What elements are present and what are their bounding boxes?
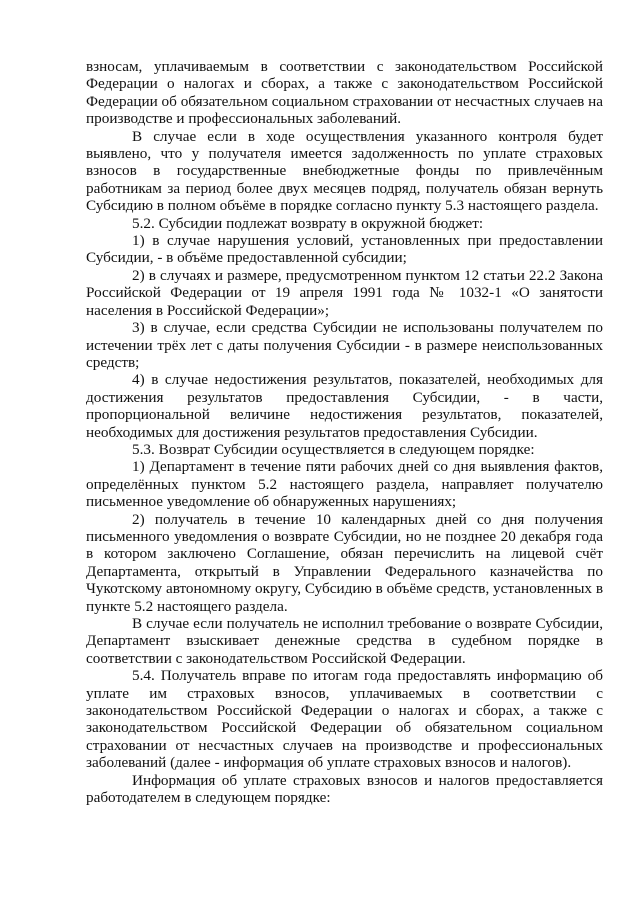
paragraph-11: 5.4. Получатель вправе по итогам года предоставлять информацию об уплате им страховых взносов, уплачиваемых в соответствии с законодательством Российской Федерации о налогах и сборах, а также с законодательством Российской Федерации об обязательном социальном страховании от несчастных случаев на производстве и профессиональных заболеваний (далее - информация об уплате страховых взносов и налогов). [86, 667, 603, 772]
paragraph-5: 3) в случае, если средства Субсидии не использованы получателем по истечении трёх лет с даты получения Субсидии - в размере неиспользованных средств; [86, 319, 603, 371]
paragraph-4: 2) в случаях и размере, предусмотренном пунктом 12 статьи 22.2 Закона Российской Федерации от 19 апреля 1991 года № 1032-1 «О занятости населения в Российской Федерации»; [86, 266, 603, 319]
paragraph-10: В случае если получатель не исполнил требование о возврате Субсидии, Департамент взыскивает денежные средства в судебном порядке в соответствии с законодательством Российской Федерации. [86, 615, 603, 667]
paragraph-9: 2) получатель в течение 10 календарных дней со дня получения письменного уведомления о возврате Субсидии, но не позднее 20 декабря года в котором заключено Соглашение, обязан перечислить на лицевой счёт Департамента, открытый в Управлении Федерального казначейства по Чукотскому автономному округу, Субсидию в объёме средств, установленных в пункте 5.2 настоящего раздела. [86, 510, 603, 615]
document-page [86, 58, 603, 806]
paragraph-8: 1) Департамент в течение пяти рабочих дней со дня выявления фактов, определённых пунктом 5.2 настоящего раздела, направляет получателю письменное уведомление об обнаруженных нарушениях; [86, 458, 603, 511]
paragraph-7: 5.3. Возврат Субсидии осуществляется в следующем порядке: [132, 440, 535, 458]
paragraph-6: 4) в случае недостижения результатов, показателей, необходимых для достижения результатов предоставления Субсидии, - в части, пропорциональной величине недостижения результатов, показателей, необходимых для достижения результатов предоставления Субсидии. [86, 371, 603, 441]
paragraph-3: 1) в случае нарушения условий, установленных при предоставлении Субсидии, - в объёме предоставленной субсидии; [86, 232, 603, 267]
paragraph-2: 5.2. Субсидии подлежат возврату в окружной бюджет: [132, 214, 484, 232]
paragraph-1: В случае если в ходе осуществления указанного контроля будет выявлено, что у получателя имеется задолженность по уплате страховых взносов в государственные внебюджетные фонды по привлечённым работникам за период более двух месяцев подряд, получатель обязан вернуть Субсидию в полном объёме в порядке согласно пункту 5.3 настоящего раздела. [86, 127, 603, 215]
paragraph-0: взносам, уплачиваемым в соответствии с законодательством Российской Федерации о налогах и сборах, а также с законодательством Российской Федерации об обязательном социальном страховании от несчастных случаев на производстве и профессиональных заболеваний. [86, 58, 603, 128]
paragraph-12: Информация об уплате страховых взносов и налогов предоставляется работодателем в следующем порядке: [86, 771, 603, 807]
